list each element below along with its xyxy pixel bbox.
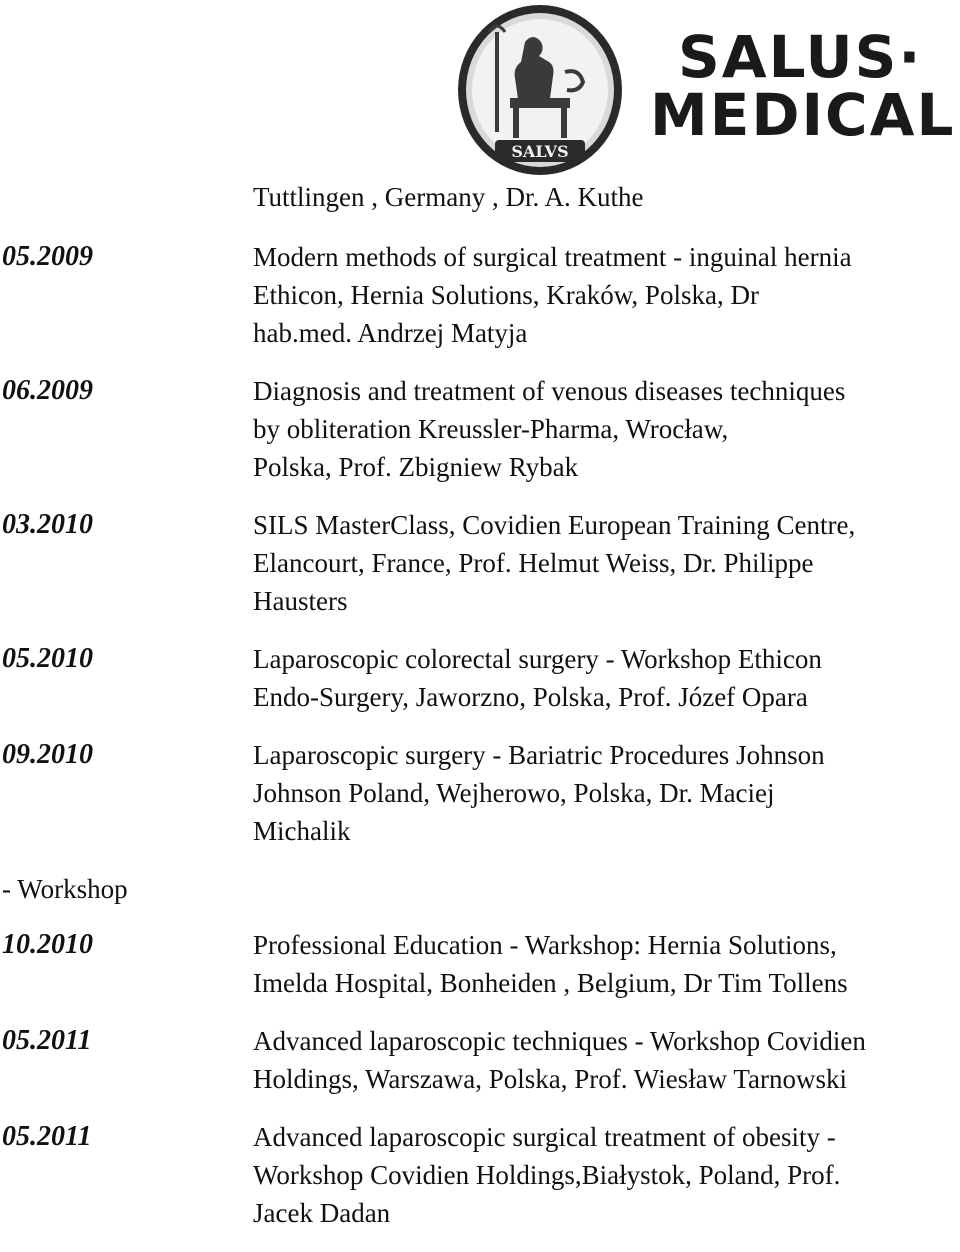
list-item bbox=[0, 372, 960, 486]
entry-line: Michalik bbox=[253, 816, 351, 846]
entry-date: 05.2011 bbox=[2, 1025, 92, 1056]
entry-date: 05.2009 bbox=[2, 241, 93, 272]
stray-workshop-text: - Workshop bbox=[2, 874, 128, 904]
entry-line: Holdings, Warszawa, Polska, Prof. Wiesław Tarnowski bbox=[253, 1064, 848, 1094]
list-item bbox=[0, 1118, 960, 1232]
entry-line: Laparoscopic surgery - Bariatric Procedures Johnson bbox=[253, 740, 825, 770]
entry-line: Advanced laparoscopic surgical treatment of obesity - bbox=[253, 1122, 836, 1152]
entry-line: Diagnosis and treatment of venous diseases techniques bbox=[253, 376, 846, 406]
entry-line: Ethicon, Hernia Solutions, Kraków, Polska, Dr bbox=[253, 280, 759, 310]
entry-date: 05.2011 bbox=[2, 1121, 92, 1152]
entry-line: Elancourt, France, Prof. Helmut Weiss, Dr. Philippe bbox=[253, 548, 814, 578]
entry-line: Polska, Prof. Zbigniew Rybak bbox=[253, 452, 579, 482]
entry-line: Hausters bbox=[253, 586, 348, 616]
entry-line: Workshop Covidien Holdings,Białystok, Poland, Prof. bbox=[253, 1160, 841, 1190]
entry-line: by obliteration Kreussler-Pharma, Wrocław, bbox=[253, 414, 729, 444]
entry-date: 09.2010 bbox=[2, 739, 93, 770]
training-list bbox=[0, 178, 960, 1252]
intro-line: Tuttlingen , Germany , Dr. A. Kuthe bbox=[253, 182, 644, 212]
entry-line: Jacek Dadan bbox=[253, 1198, 391, 1228]
list-item bbox=[0, 640, 960, 716]
list-item bbox=[0, 238, 960, 352]
list-item bbox=[0, 1022, 960, 1098]
coin-inscription: SALVS bbox=[511, 142, 569, 161]
entry-date: 06.2009 bbox=[2, 375, 93, 406]
entry-date: 03.2010 bbox=[2, 509, 93, 540]
brand-logo-line1: SALUS· bbox=[678, 23, 923, 91]
entry-date: 10.2010 bbox=[2, 929, 93, 960]
entry-line: Advanced laparoscopic techniques - Workshop Covidien bbox=[253, 1026, 866, 1056]
brand-logo-line2: MEDICAL bbox=[650, 81, 956, 149]
entry-line: Imelda Hospital, Bonheiden , Belgium, Dr Tim Tollens bbox=[253, 968, 848, 998]
entry-line: Endo-Surgery, Jaworzno, Polska, Prof. Józef Opara bbox=[253, 682, 808, 712]
entry-line: SILS MasterClass, Covidien European Training Centre, bbox=[253, 510, 856, 540]
entry-line: Johnson Poland, Wejherowo, Polska, Dr. Maciej bbox=[253, 778, 775, 808]
entry-date: 05.2010 bbox=[2, 643, 93, 674]
entry-line: Modern methods of surgical treatment - inguinal hernia bbox=[253, 242, 852, 272]
list-item bbox=[0, 926, 960, 1002]
brand-logo bbox=[650, 23, 956, 149]
list-item bbox=[0, 736, 960, 850]
salus-coin-logo-icon bbox=[455, 2, 625, 177]
header bbox=[0, 0, 960, 175]
entry-line: Professional Education - Warkshop: Hernia Solutions, bbox=[253, 930, 837, 960]
list-item bbox=[0, 506, 960, 620]
entry-line: hab.med. Andrzej Matyja bbox=[253, 318, 528, 348]
entry-line: Laparoscopic colorectal surgery - Workshop Ethicon bbox=[253, 644, 822, 674]
